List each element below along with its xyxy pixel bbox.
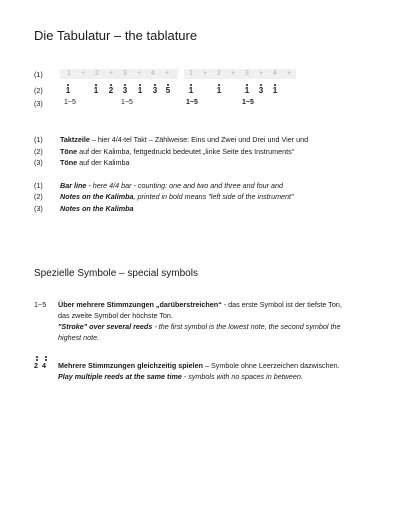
note: 1 [93,86,99,95]
note: 1 [216,86,222,95]
tab-row-label-1: (1) [34,70,43,79]
tab-row-label-2: (2) [34,86,43,95]
note: 3 [258,86,264,95]
symbol-stroke-desc-en-2: highest note. [58,333,100,342]
symbol-stroke-desc-de: Über mehrere Stimmzungen „darüberstreichen“ - das erste Symbol ist der tiefste Ton, [58,300,342,309]
symbol-chord-desc-en: Play multiple reeds at the same time - symbols with no spaces in between. [58,372,303,381]
beat: + [164,70,170,77]
beat: + [108,70,114,77]
symbol-stroke: 1~5 [34,300,47,309]
note: 1 [65,86,71,95]
beat: + [286,70,292,77]
beat: + [80,70,86,77]
page-title: Die Tabulatur – the tablature [34,28,198,43]
beat: + [202,70,208,77]
stroke-symbol: 1~5 [64,99,76,106]
legend-en-1: (1) Bar line - here 4/4 bar - counting: one and two and three and four and [34,181,283,190]
note: 1 [137,86,143,95]
beat: 4 [151,70,155,77]
dot-icon [36,359,38,361]
legend-de-1: (1) Taktzeile – hier 4/4-tel Takt – Zählweise: Eins und Zwei und Drei und Vier und [34,135,309,144]
legend-en-2: (2) Notes on the Kalimba, printed in bold means "left side of the instrument" [34,192,294,201]
stroke-symbol: 1~5 [186,99,198,106]
tab-row-label-3: (3) [34,99,43,108]
legend-de-3: (3) Töne auf der Kalimba [34,158,130,167]
dot-icon [45,356,47,358]
symbol-chord: 2 4 [34,361,47,370]
beat: 1 [67,70,71,77]
beat: 2 [95,70,99,77]
note: 1 [244,86,250,95]
note: 3 [122,86,128,95]
note: 1 [188,86,194,95]
beat: 2 [217,70,221,77]
note: 2 [108,86,114,95]
note: 1 [272,86,278,95]
stroke-symbol: 1~5 [242,99,254,106]
legend-en-3: (3) Notes on the Kalimba [34,204,134,213]
beat: + [136,70,142,77]
beat: + [230,70,236,77]
symbol-stroke-desc-en: "Stroke" over several reeds - the first symbol is the lowest note, the second symbol the [58,322,341,331]
beat: 3 [245,70,249,77]
dot-icon [36,356,38,358]
dot-icon [45,359,47,361]
bar-line-1 [60,69,178,79]
stroke-symbol: 1~5 [121,99,133,106]
section-title: Spezielle Symbole – special symbols [34,268,198,279]
beat: 4 [273,70,277,77]
beat: 1 [189,70,193,77]
beat: 3 [123,70,127,77]
beat: + [258,70,264,77]
bar-line-2 [184,69,296,79]
symbol-chord-desc-de: Mehrere Stimmzungen gleichzeitig spielen – Symbole ohne Leerzeichen dazwischen. [58,361,340,370]
note: 3 [152,86,158,95]
symbol-stroke-desc-de-2: das zweite Symbol der höchste Ton. [58,311,173,320]
note: 5 [165,86,171,95]
legend-de-2: (2) Töne auf der Kalimba, fettgedruckt bedeutet „linke Seite des Instruments“ [34,147,295,156]
